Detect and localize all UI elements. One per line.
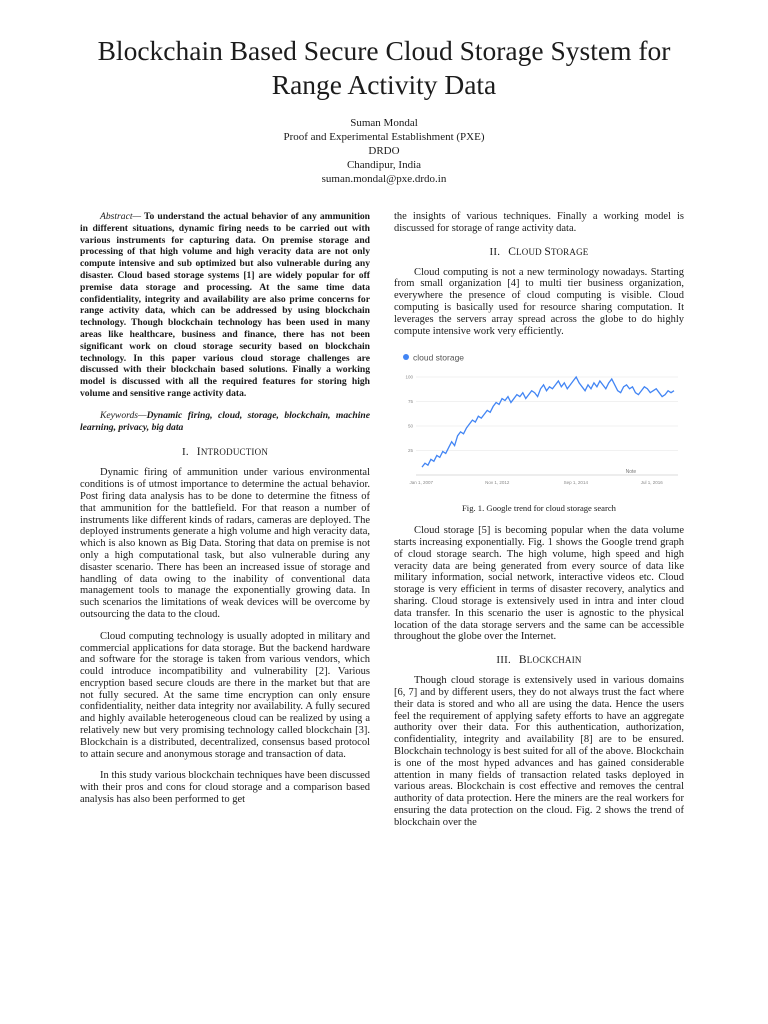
author-affiliation: Proof and Experimental Establishment (PXE) [283,131,485,143]
y-tick-label: 75 [407,399,413,405]
legend-label: cloud storage [413,352,465,363]
paper-title [40,34,728,102]
figure-1 [394,347,684,497]
intro-paragraph-2: Cloud computing technology is usually adopted in military and commercial applications for data storage. But the backend hardware and software for the storage is taken from various vendors, which could introduce incompatibility and vulnerability [2]. Various encryption based secure clouds are there in the market but that are not fully secured. At the same time encryption can only ensure confidentiality, neither data integrity nor availability. A fully secured and highly available heterogeneous cloud can be realized by using a relatively new but very promising technology called blockchain [3]. Blockchain is a distributed, decentralized, consensus based protocol to attain secure and anonymous storage and transaction of data. [80,630,370,760]
legend-dot [403,354,409,360]
author-name: Suman Mondal [350,117,418,129]
blockchain-paragraph-1: Though cloud storage is extensively used in various domains [6, 7] and by different users, they do not always trust the fact where their data is stored and who all are using the data. Hence the users feel the requirement of applying safety efforts to have an aggregate authority over their data. For this authentication, authorization, confidentiality, integrity and availability [8] are to be ensured. Blockchain technology is best suited for all of the above. Blockchain is one of the most hyped advances and has gained considerable attention in many fields of transaction related tasks deployed in various areas. Blockchain is cost effective and removes the central authority of data protection. Here the miners are the real workers for ensuring the data protection on the cloud. Fig. 2 shows the trend of blockchain over the [394,675,684,828]
section-heading-blockchain: III. BLOCKCHAIN [496,654,582,667]
left-column [80,211,370,816]
author-org: DRDO [368,145,400,157]
section-number: I. [181,446,189,459]
cloud-paragraph-1: Cloud computing is not a new terminology nowadays. Starting from small organization [4] to multi tier business organization, everywhere the presence of cloud computing is visible. Cloud computing is basically used for resource sharing computation. It leverages the servers array spread across the globe to do highly compute intensive work very efficiently. [394,266,684,337]
cloud-paragraph-2: Cloud storage [5] is becoming popular when the data volume starts increasing exponentially. Fig. 1 shows the Google trend graph of cloud storage search. The high volume, high speed and high veracity data are being generated from every source of data like military information, social network, interactive videos etc. Cloud storage is very efficient in terms of disaster recovery, analytics and sharing. Cloud storage is extensively used in intra and inter cloud data transfer. In this scenario the user is agnostic to the physical location of the data storage servers and the same can be accessible throughout the globe over the Internet. [394,525,684,643]
x-tick-label: Sep 1, 2014 [563,480,588,486]
keywords-lead: Keywords— [100,409,147,421]
author-location: Chandipur, India [346,159,422,171]
x-axis-ticks [409,480,663,485]
y-tick-label: 25 [407,448,413,454]
figure-1-caption: Fig. 1. Google trend for cloud storage search [462,503,616,514]
section-number: III. [496,654,511,667]
chart-grid [416,377,678,475]
series-line-cloud-storage [422,377,674,467]
intro-paragraph-3: In this study various blockchain techniques have been discussed with their pros and cons for cloud storage and a comparison based analysis has also been performed to get [80,770,370,806]
y-tick-label: 50 [407,423,413,429]
keywords-text: Dynamic firing, cloud, storage, blockchain, machine learning, privacy, big data [80,409,370,433]
y-tick-label: 100 [405,374,413,380]
x-tick-label: Nov 1, 2012 [485,480,510,486]
section-heading-cloud-storage: II. CLOUD STORAGE [489,245,589,258]
chart-note: Note [625,469,637,476]
author-block [184,116,584,186]
y-axis-ticks [405,375,413,454]
title-line-1: Blockchain Based Secure Cloud Storage System for [97,35,671,66]
abstract-text: To understand the actual behavior of any ammunition in different situations, dynamic firing needs to be carried out with various instruments for capturing data. On premise storage and processing of that high volume and high veracity data are not only compute intensive and sub optimized but also vulnerable during any disaster. Cloud based storage systems [1] are widely popular for off premise data storage and processing. At the same time data confidentiality, integrity and availability are also prime concerns for range activity data, which can be addressed by using blockchain technology. Though blockchain technology has been used in many areas like healthcare, business and finance, there has not been significant work on cloud storage security based on blockchain technology. In this paper various cloud storage challenges are discussed with their blockchain based solutions. Finally a working model is discussed with all the required features for storing high volume and sensitive range activity data. [80,211,370,399]
section-number: II. [489,245,501,258]
section-heading-introduction: I. INTRODUCTION [181,446,269,459]
trend-chart [394,347,684,497]
abstract-lead: Abstract— [100,211,142,222]
x-tick-label: Jul 1, 2016 [640,480,663,486]
right-column [394,211,684,839]
title-line-2: Range Activity Data [271,69,497,100]
intro-paragraph-1: Dynamic firing of ammunition under various environmental conditions is of utmost importance to determine the actual behavior. Post firing data analysis has to be done to determine the fitness of that ammunition for the battlefield. For that reason a number of instruments like different kinds of radars, cameras are deployed. The deployed instruments generate a high volume and high veracity data, which is also known as Big Data. Storing that data on premise is not only a high computational task, but also vulnerable during any disaster scenario. There has been an increased issue of storage and handling of data owing to the inability of conventional data management tools to manage the exponentially growing data. In such scenarios the limitations of weak devices will be overcome by outsourcing the data to the cloud. [80,467,370,620]
intro-paragraph-continued: the insights of various techniques. Finally a working model is discussed for storage of range activity data. [394,211,684,234]
abstract [80,211,370,400]
keywords [80,410,370,434]
author-email: suman.mondal@pxe.drdo.in [321,173,447,185]
x-tick-label: Jan 1, 2007 [409,480,434,486]
